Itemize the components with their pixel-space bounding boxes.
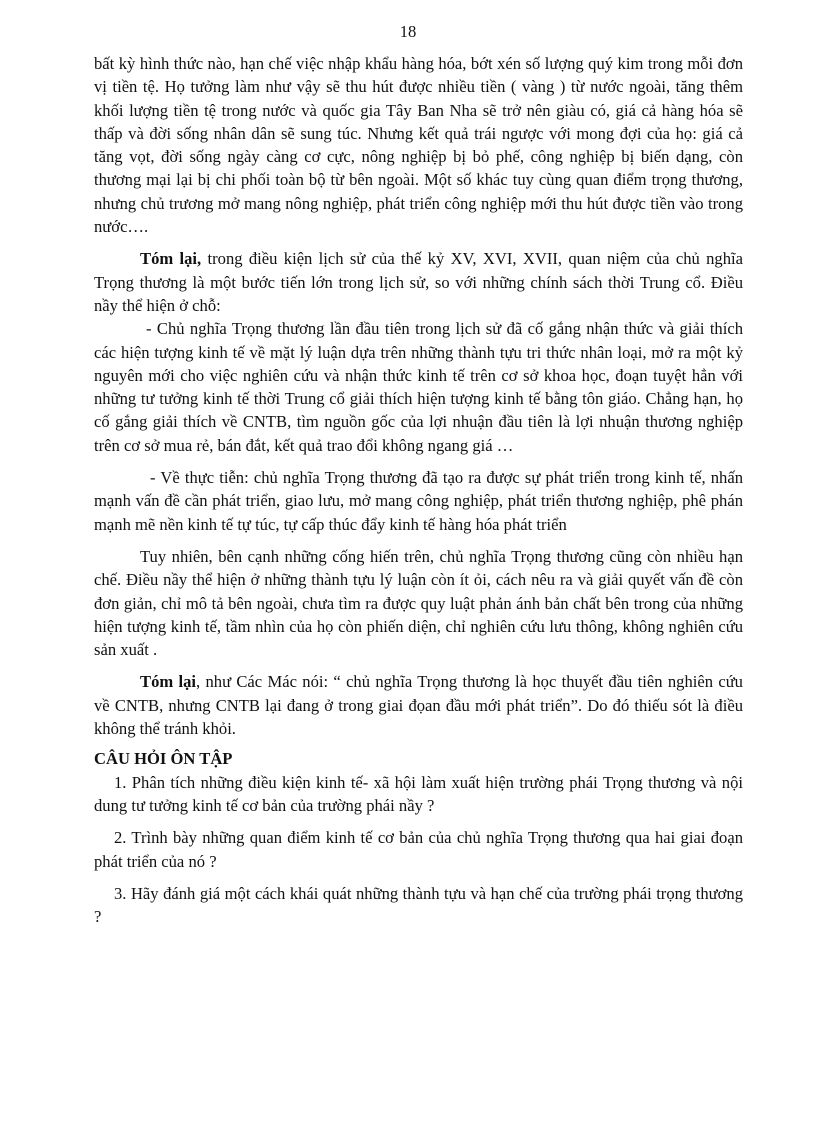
paragraph-6-text: , như Các Mác nói: “ chủ nghĩa Trọng thương là học thuyết đầu tiên nghiên cứu về CNTB, nhưng CNTB lại đang ở trong giai đọan đầu mới phát triển”. Do đó thiếu sót là điều không thể tránh khỏi. xyxy=(94,672,743,739)
paragraph-6 xyxy=(94,670,743,740)
paragraph-2 xyxy=(94,247,743,317)
question-1: 1. Phân tích những điều kiện kinh tế- xã hội làm xuất hiện trường phái Trọng thương và nội dung tư tưởng kinh tế cơ bản của trường phái nầy ? xyxy=(94,772,743,815)
paragraph-1: bất kỳ hình thức nào, hạn chế việc nhập khẩu hàng hóa, bớt xén số lượng quý kim trong mỗi đơn vị tiền tệ. Họ tưởng làm như vậy sẽ thu hút được nhiều tiền ( vàng ) từ nước ngoài, tăng thêm khối lượng tiền tệ trong nước và quốc gia Tây Ban Nha sẽ trở nên giàu có, giá cả hàng hóa sẽ thấp và đời sống nhân dân sẽ sung túc. Nhưng kết quả trái ngược với mong đợi của họ: giá cả tăng vọt, đời sống ngày càng cơ cực, nông nghiệp bị bỏ phế, công nghiệp bị biến dạng, còn thương mại lại bị chi phối toàn bộ từ bên ngoài. Một số khác tuy cùng quan điểm trọng thương, nhưng chủ trương mở mang nông nghiệp, phát triển công nghiệp mới thu hút được tiền vào trong nước…. xyxy=(94,54,743,237)
question-2: 2. Trình bày những quan điểm kinh tế cơ bản của chủ nghĩa Trọng thương qua hai giai đoạn phát triển của nó ? xyxy=(94,828,743,871)
paragraph-2-text: trong điều kiện lịch sử của thế kỷ XV, XVI, XVII, quan niệm của chủ nghĩa Trọng thương là một bước tiến lớn trong lịch sử, so với những chính sách thời Trung cổ. Điều nầy thể hiện ở chỗ: xyxy=(94,249,743,315)
paragraph-6-lead: Tóm lại xyxy=(140,672,197,692)
paragraph-4: - Về thực tiễn: chủ nghĩa Trọng thương đã tạo ra được sự phát triển trong kinh tế, nhấn mạnh vấn đề cần phát triển, giao lưu, mở mang công nghiệp, phát triển thương nghiệp, phê phán mạnh mẽ nền kinh tế tự túc, tự cấp thúc đẩy kinh tế hàng hóa phát triển xyxy=(94,468,743,534)
page-number: 18 xyxy=(399,22,417,41)
paragraph-5: Tuy nhiên, bên cạnh những cống hiến trên, chủ nghĩa Trọng thương cũng còn nhiều hạn chế. Điều nầy thể hiện ở những thành tựu lý luận còn ít ỏi, cách nêu ra và giải quyết vấn đề còn đơn giản, chỉ mô tả bên ngoài, chưa tìm ra được quy luật phản ánh bản chất bên trong của những hiện tượng kinh tế, tầm nhìn của họ còn phiến diện, chỉ nghiên cứu lưu thông, không nghiên cứu sản xuất . xyxy=(94,546,743,660)
page-content xyxy=(94,52,743,928)
review-questions-heading: CÂU HỎI ÔN TẬP xyxy=(94,749,233,769)
paragraph-2-lead: Tóm lại, xyxy=(140,249,202,269)
paragraph-3: - Chủ nghĩa Trọng thương lần đầu tiên trong lịch sử đã cố gắng nhận thức và giải thích các hiện tượng kinh tế về mặt lý luận dựa trên những thành tựu tri thức nhân loại, mở ra một kỷ nguyên mới cho việc nghiên cứu và nhận thức kinh tế trên cơ sở khoa học, đoạn tuyệt hẳn với những tư tưởng kinh tế thời Trung cổ giải thích hiện tượng kinh tế bằng tôn giáo. Chẳng hạn, họ cố gắng giải thích về CNTB, tìm nguồn gốc của lợi nhuận đầu tiên là lợi nhuận thương nghiệp trên cơ sở mua rẻ, bán đắt, kết quả trao đổi không ngang giá … xyxy=(94,319,743,455)
question-3: 3. Hãy đánh giá một cách khái quát những thành tựu và hạn chế của trường phái trọng thương ? xyxy=(94,883,743,927)
